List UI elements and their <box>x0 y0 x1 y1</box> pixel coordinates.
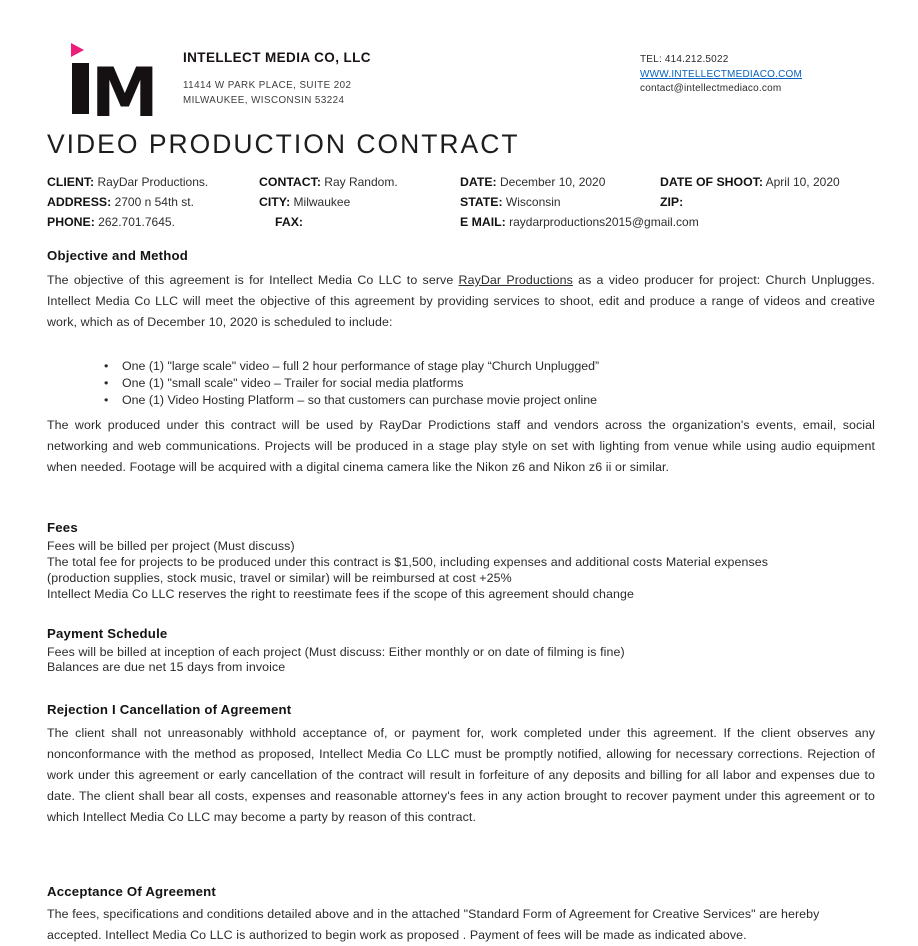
field-address: ADDRESS: 2700 n 54th st. <box>47 195 194 209</box>
fees-line: Intellect Media Co LLC reserves the right to reestimate fees if the scope of this agreement should change <box>47 586 634 601</box>
company-block <box>183 42 371 108</box>
objective-heading: Objective and Method <box>47 248 189 263</box>
fees-body <box>47 539 875 602</box>
logo-i-stem <box>72 63 89 114</box>
document-header <box>47 42 875 133</box>
section-fees <box>47 520 875 602</box>
field-date: DATE: December 10, 2020 <box>460 175 606 189</box>
company-address-line1: 11414 W PARK PLACE, SUITE 202 <box>183 80 352 91</box>
objective-paragraph-1: The objective of this agreement is for Intellect Media Co LLC to serve RayDar Productions as a video producer for project: Church Unplugges. Intellect Media Co LLC will meet the objective of this agreement by providing services to shoot, edit and produce a range of videos and creative work, which as of December 10, 2020 is scheduled to include: <box>47 273 875 329</box>
field-fax: FAX: <box>275 215 304 229</box>
deliverables-list <box>104 358 875 408</box>
list-item: • One (1) "small scale" video – Trailer for social media platforms <box>104 375 464 390</box>
field-email: E MAIL: raydarproductions2015@gmail.com <box>460 215 699 229</box>
page-title: VIDEO PRODUCTION CONTRACT <box>47 129 520 159</box>
contact-block <box>640 42 875 97</box>
list-item: • One (1) "large scale" video – full 2 hour performance of stage play “Church Unplugged” <box>104 359 600 373</box>
payment-heading: Payment Schedule <box>47 625 168 641</box>
field-city: CITY: Milwaukee <box>259 195 351 209</box>
client-info-grid <box>47 175 875 229</box>
play-triangle-icon <box>71 43 84 57</box>
field-phone: PHONE: 262.701.7645. <box>47 215 175 229</box>
logo-m-letter: M <box>91 54 157 133</box>
field-contact: CONTACT: Ray Random. <box>259 175 398 189</box>
field-zip: ZIP: <box>660 195 684 209</box>
list-item: • One (1) Video Hosting Platform – so that customers can purchase movie project online <box>104 392 597 407</box>
company-phone: TEL: 414.212.5022 <box>640 54 729 65</box>
company-name: INTELLECT MEDIA CO, LLC <box>183 50 371 65</box>
fees-line: Fees will be billed per project (Must discuss) <box>47 539 295 554</box>
fees-line: The total fee for projects to be produced under this contract is $1,500, including expenses and additional costs Material expenses <box>47 555 769 570</box>
company-address <box>183 78 371 108</box>
client-name-underlined: RayDar Productions <box>458 273 573 287</box>
section-objective-and-method <box>47 248 875 478</box>
intellect-media-logo <box>67 42 171 133</box>
payment-line: Balances are due net 15 days from invoice <box>47 660 286 675</box>
acceptance-heading: Acceptance Of Agreement <box>47 884 217 900</box>
company-email: contact@intellectmediaco.com <box>640 83 782 94</box>
acceptance-body: The fees, specifications and conditions detailed above and in the attached "Standard Form of Agreement for Creative Services" are hereby accepted. Intellect Media Co LLC is authorized to begin work as proposed . Payment of fees will be made as indicated above. <box>47 907 820 943</box>
section-rejection-cancellation <box>47 702 875 828</box>
payment-line: Fees will be billed at inception of each project (Must discuss: Either monthly or on date of filming is fine) <box>47 644 625 659</box>
section-payment-schedule <box>47 626 875 677</box>
rejection-heading: Rejection I Cancellation of Agreement <box>47 702 292 718</box>
field-state: STATE: Wisconsin <box>460 195 561 209</box>
field-date-of-shoot: DATE OF SHOOT: April 10, 2020 <box>660 175 840 189</box>
company-address-line2: MILWAUKEE, WISCONSIN 53224 <box>183 95 345 106</box>
payment-body <box>47 645 875 677</box>
field-client: CLIENT: RayDar Productions. <box>47 175 209 189</box>
company-website-link[interactable]: WWW.INTELLECTMEDIACO.COM <box>640 68 803 80</box>
section-acceptance <box>47 884 875 946</box>
fees-line: (production supplies, stock music, travel or similar) will be reimbursed at cost +25% <box>47 570 512 585</box>
fees-heading: Fees <box>47 520 78 536</box>
rejection-body: The client shall not unreasonably withhold acceptance of, or payment for, work completed under this agreement. If the client observes any nonconformance with the method as proposed, Intellect Media Co LLC must be promptly notified, allowing for necessary corrections. Rejection of work under this agreement or early cancellation of the contract will result in forfeiture of any deposits and billing for all labor and expenses due to date. The client shall bear all costs, expenses and reasonable attorney's fees in any action brought to recover payment under this agreement or to which Intellect Media Co LLC may become a party by reason of this contract. <box>47 726 875 825</box>
objective-paragraph-2: The work produced under this contract will be used by RayDar Prodictions staff and vendors across the organization's events, email, social networking and web communications. Projects will be produced in a stage play style on set with lighting from venue while using audio equipment when needed. Footage will be acquired with a digital cinema camera like the Nikon z6 and Nikon z6 ii or similar. <box>47 418 875 475</box>
